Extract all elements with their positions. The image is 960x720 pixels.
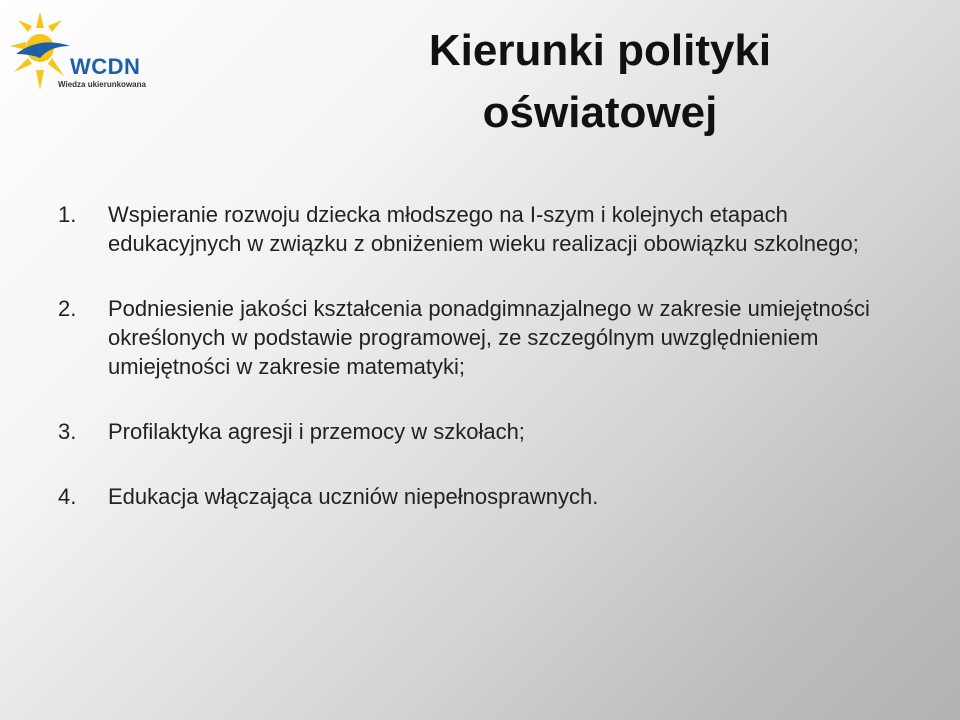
logo-tagline: Wiedza ukierunkowana	[58, 80, 146, 89]
list-item	[58, 294, 918, 381]
list-item	[58, 482, 918, 511]
list-item-number: 4.	[58, 484, 77, 509]
list-item-number: 1.	[58, 202, 77, 227]
list-item-text: Podniesienie jakości kształcenia ponadgimnazjalnego w zakresie umiejętności określonych w podstawie programowej, ze szczególnym uwzględnieniem umiejętności w zakresie matematyki;	[108, 296, 870, 379]
wcdn-logo	[10, 10, 146, 100]
list-item	[58, 417, 918, 446]
logo-title: WCDN	[70, 54, 141, 79]
list-item-number: 2.	[58, 296, 77, 321]
slide-title: Kierunki polityki oświatowej	[428, 26, 772, 137]
list-item	[58, 200, 918, 258]
list-item-text: Wspieranie rozwoju dziecka młodszego na I-szym i kolejnych etapach edukacyjnych w związku z obniżeniem wieku realizacji obowiązku szkolnego;	[108, 202, 859, 256]
list-item-text: Edukacja włączająca uczniów niepełnosprawnych.	[108, 484, 599, 509]
policy-list	[58, 200, 918, 547]
list-item-text: Profilaktyka agresji i przemocy w szkołach;	[108, 419, 525, 444]
list-item-number: 3.	[58, 419, 77, 444]
